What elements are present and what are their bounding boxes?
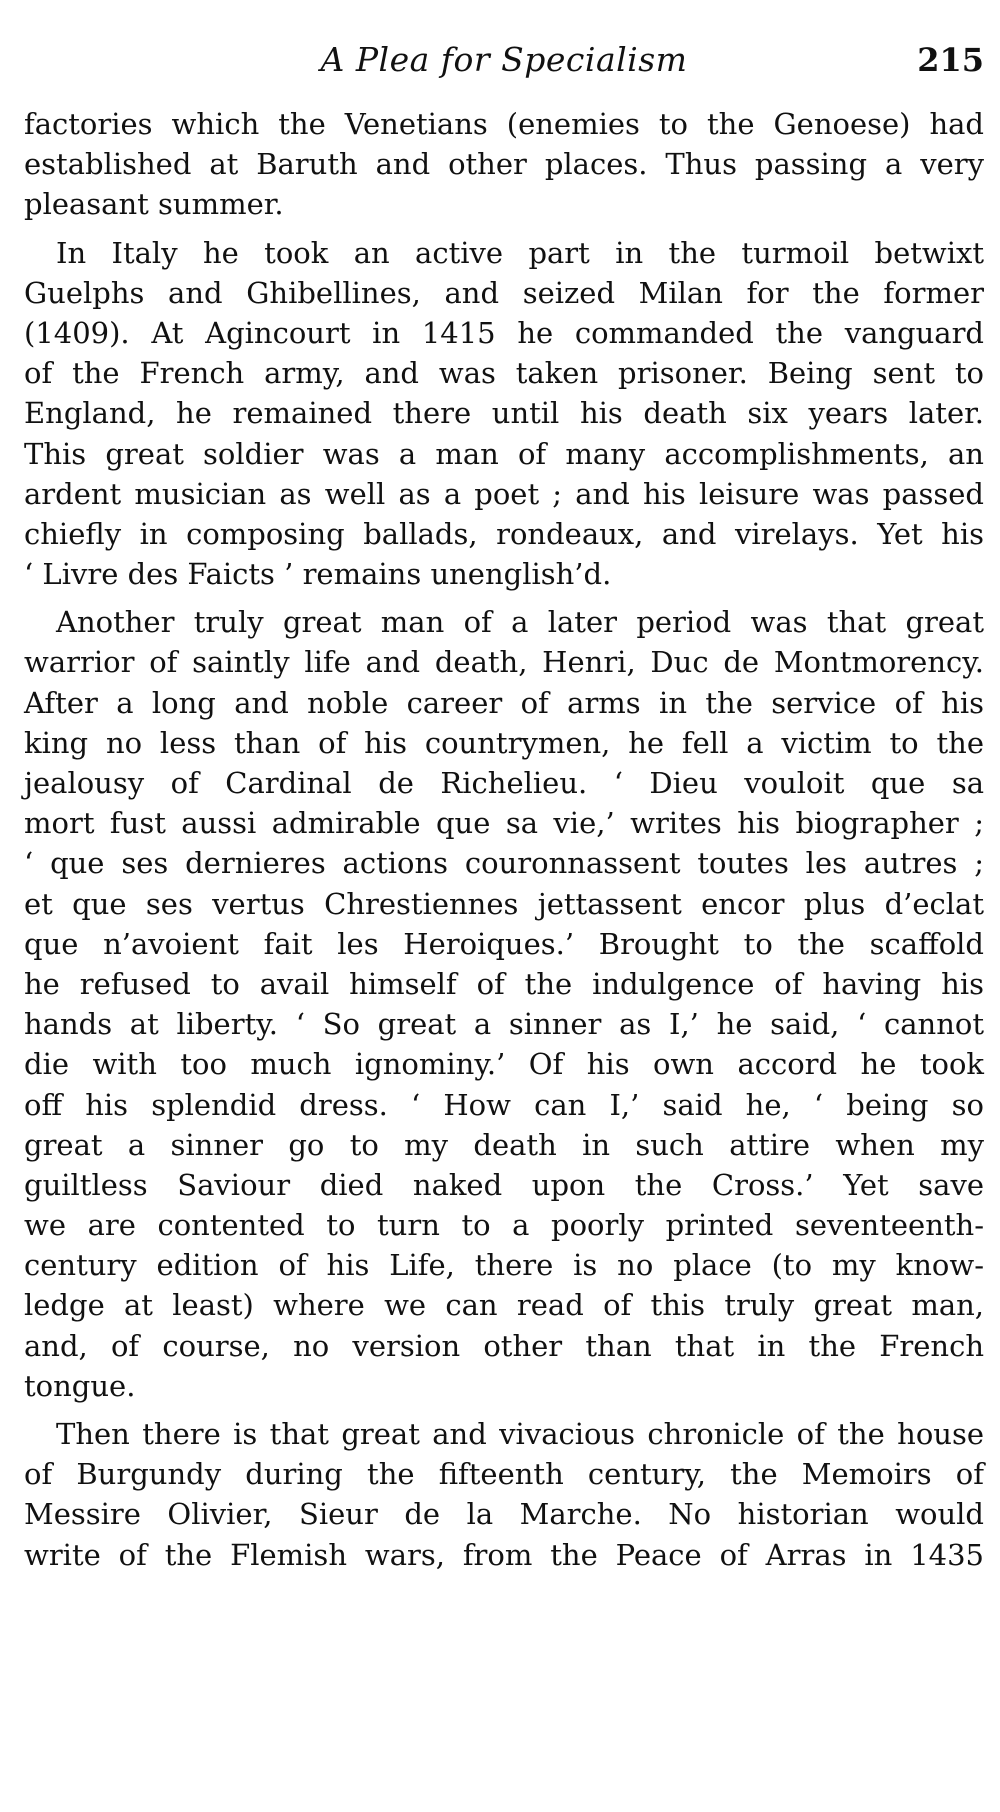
text-line: write of the Flemish wars, from the Peace of Arras in 1435: [24, 1537, 984, 1572]
text-line: and, of course, no version other than that in the French: [24, 1328, 984, 1363]
text-line: we are contented to turn to a poorly printed seventeenth-: [24, 1208, 984, 1243]
paragraph-2: [24, 233, 984, 595]
text-line: of the French army, and was taken prisoner. Being sent to: [24, 356, 984, 391]
text-line: guiltless Saviour died naked upon the Cross.’ Yet save: [24, 1167, 984, 1202]
text-line: que n’avoient fait les Heroiques.’ Brought to the scaffold: [24, 926, 984, 961]
text-line: king no less than of his countrymen, he fell a victim to the: [24, 725, 984, 760]
text-line: Then there is that great and vivacious chronicle of the house: [56, 1417, 984, 1451]
paragraph-3: [24, 602, 984, 1406]
text-line: After a long and noble career of arms in the service of his: [24, 685, 984, 720]
paragraph-4: [24, 1414, 984, 1575]
text-line: tongue.: [24, 1368, 136, 1403]
text-line: pleasant summer.: [24, 187, 284, 222]
text-line: Another truly great man of a later period was that great: [56, 605, 984, 640]
text-line: established at Baruth and other places. Thus passing a very: [24, 147, 984, 182]
page-number: 215: [917, 41, 984, 79]
body-text: [24, 104, 984, 1583]
text-line: ‘ que ses dernieres actions couronnassent toutes les autres ;: [24, 846, 984, 881]
text-line: In Italy he took an active part in the turmoil betwixt: [56, 235, 984, 270]
text-line: of Burgundy during the fifteenth century, the Memoirs of: [24, 1457, 984, 1492]
text-line: he refused to avail himself of the indulgence of having his: [24, 966, 984, 1001]
text-line: et que ses vertus Chrestiennes jettassent encor plus d’eclat: [24, 886, 984, 921]
text-line: die with too much ignominy.’ Of his own accord he took: [24, 1047, 984, 1082]
text-line: ledge at least) where we can read of this truly great man,: [24, 1288, 984, 1323]
text-line: mort fust aussi admirable que sa vie,’ writes his biographer ;: [24, 806, 984, 841]
text-line: hands at liberty. ‘ So great a sinner as I,’ he said, ‘ cannot: [24, 1007, 984, 1042]
text-line: great a sinner go to my death in such attire when my: [24, 1127, 984, 1162]
text-line: warrior of saintly life and death, Henri, Duc de Montmorency.: [24, 645, 984, 680]
text-line: Messire Olivier, Sieur de la Marche. No historian would: [24, 1497, 984, 1532]
running-title: A Plea for Specialism: [320, 40, 688, 79]
text-line: chiefly in composing ballads, rondeaux, and virelays. Yet his: [24, 516, 984, 551]
text-line: Guelphs and Ghibellines, and seized Milan for the former: [24, 275, 984, 310]
text-line: This great soldier was a man of many accomplishments, an: [24, 436, 984, 471]
paragraph-1: [24, 104, 984, 225]
text-line: England, he remained there until his death six years later.: [24, 396, 984, 431]
text-line: ardent musician as well as a poet ; and his leisure was passed: [24, 476, 984, 511]
text-line: off his splendid dress. ‘ How can I,’ said he, ‘ being so: [24, 1087, 984, 1122]
running-head: [24, 30, 984, 90]
text-line: century edition of his Life, there is no place (to my know-: [24, 1248, 984, 1283]
text-line: ‘ Livre des Faicts ’ remains unenglish’d.: [24, 557, 612, 592]
text-line: factories which the Venetians (enemies to the Genoese) had: [24, 107, 984, 141]
text-line: jealousy of Cardinal de Richelieu. ‘ Dieu vouloit que sa: [24, 766, 984, 800]
text-line: (1409). At Agincourt in 1415 he commanded the vanguard: [24, 315, 984, 350]
